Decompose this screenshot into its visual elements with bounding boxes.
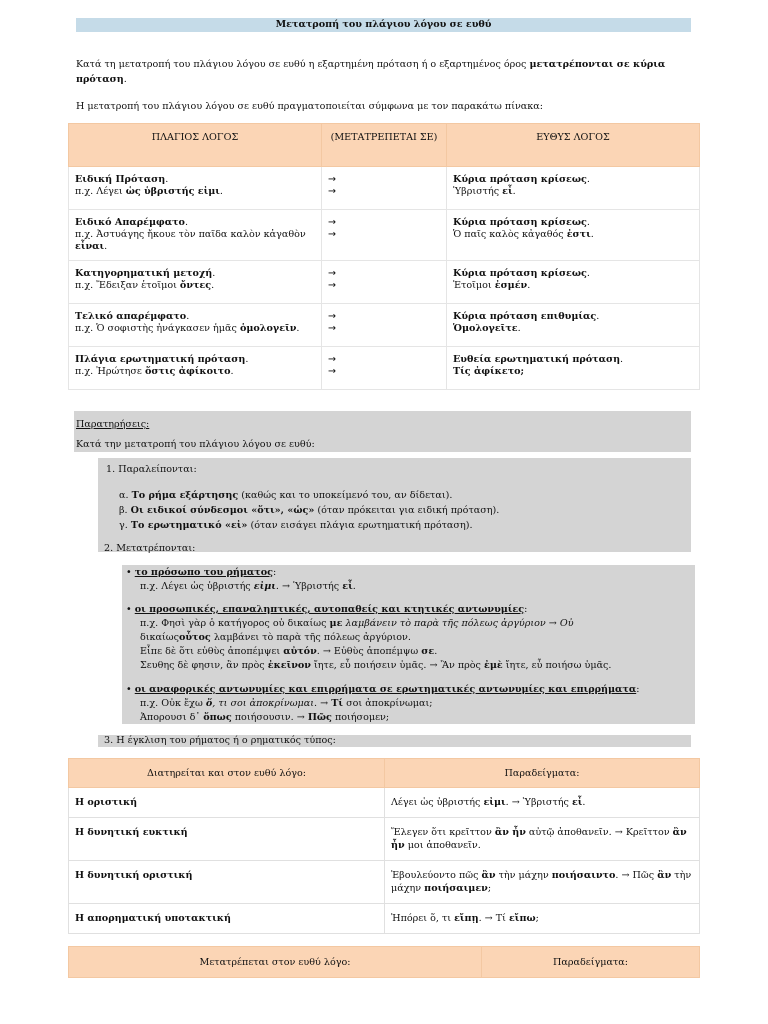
arrow-cell [322,167,447,210]
arrow-icon: → [328,229,337,240]
mood-preserved-table [68,758,700,934]
intro-paragraph-2: Η μετατροπή του πλάγιου λόγου σε ευθύ πραγματοποιείται σύμφωνα με τον παρακάτω πίνακα: [76,101,543,112]
table-row [69,818,700,861]
arrow-icon: → [328,186,337,197]
header-converted: Μετατρέπεται στον ευθύ λόγο: [69,947,482,978]
header-indirect-speech: ΠΛΑΓΙΟΣ ΛΟΓΟΣ [69,124,322,167]
mood-cell: Η απορηματική υποτακτική [69,904,385,934]
direct-cell: Ευθεία ερωτηματική πρόταση. Τίς ἀφίκετο; [447,347,700,390]
relatives-example-2: Ἀπορουσι δ᾽ ὅπως ποιήσουσιν. → Πῶς ποιήσομεν; [140,712,390,723]
arrow-icon: → [328,280,337,291]
direct-cell: Κύρια πρόταση κρίσεως. Ὑβριστής εἶ. [447,167,700,210]
omit-b: β. Οι ειδικοί σύνδεσμοι «ὅτι», «ὡς» (όταν πρόκειται για ειδική πρόταση). [119,505,500,516]
pronouns-example-2: δικαίωςοὗτος λαμβάνει τὸ παρὰ τῆς πόλεως ἀργύριον. [140,632,411,643]
example-cell: Ἐβουλεύοντο πῶς ἂν τὴν μάχην ποιήσαιντο. → Πῶς ἂν τὴν μάχην ποιήσαιμεν; [385,861,700,904]
mood-cell: Η οριστική [69,788,385,818]
mood-cell: Η δυνητική ευκτική [69,818,385,861]
conversion-table [68,123,700,390]
arrow-icon: → [328,311,337,322]
example-cell: Ἔλεγεν ὅτι κρεῖττον ἂν ἦν αὐτῷ ἀποθανεῖν. → Κρεῖττον ἂν ἦν μοι ἀποθανεῖν. [385,818,700,861]
pronouns-example-4: Σευθης δὲ φησιν, ἂν πρὸς ἐκεῖνον ἴητε, εὖ ποιήσειν ὑμᾶς. → Ἂν πρὸς ἐμὲ ἴητε, εὖ ποιήσω ὑμᾶς. [140,660,612,671]
notes-box [74,411,691,452]
omit-a: α. Το ρήμα εξάρτησης (καθώς και το υποκείμενό του, αν δίδεται). [119,490,453,501]
header-preserved: Διατηρείται και στον ευθύ λόγο: [69,759,385,788]
notes-title: Παρατηρήσεις: [76,419,150,430]
example-cell: Λέγει ὡς ὑβριστής εἰμι. → Ὑβριστής εἶ. [385,788,700,818]
indirect-cell: Κατηγορηματική μετοχή. π.χ. Ἔδειξαν ἑτοῖμοι ὄντες. [69,261,322,304]
item-converted-heading: 2. Μετατρέπονται: [104,543,196,554]
table-row [69,904,700,934]
mood-cell: Η δυνητική οριστική [69,861,385,904]
converted-section [122,565,695,724]
indirect-cell: Πλάγια ερωτηματική πρόταση. π.χ. Ἠρώτησε ὅστις ἀφίκοιτο. [69,347,322,390]
item-mood-heading: 3. Η έγκλιση του ρήματος ή ο ρηματικός τύπος: [98,735,691,747]
arrow-cell [322,347,447,390]
arrow-icon: → [328,323,337,334]
omit-c: γ. Το ερωτηματικό «εἰ» (όταν εισάγει πλάγια ερωτηματική πρόταση). [119,520,473,531]
direct-cell: Κύρια πρόταση κρίσεως. Ἑτοῖμοι ἐσμέν. [447,261,700,304]
pronouns-example-1: π.χ. Φησὶ γὰρ ὁ κατήγορος οὐ δικαίως με λαμβάνειν τὸ παρὰ τῆς πόλεως ἀργύριον → Οὐ [140,618,574,629]
arrow-icon: → [328,174,337,185]
bullet-person: • το πρόσωπο του ρήματος: [126,567,277,578]
page-title: Μετατροπή του πλάγιου λόγου σε ευθύ [76,18,691,32]
pronouns-example-3: Εἶπε δὲ ὅτι εὐθὺς ἀποπέμψει αὐτόν. → Εὐθὺς ἀποπέμψω σε. [140,646,438,657]
arrow-cell [322,261,447,304]
arrow-icon: → [328,268,337,279]
omitted-section [98,458,691,552]
header-converts-to: (ΜΕΤΑΤΡΕΠΕΤΑΙ ΣΕ) [322,124,447,167]
arrow-cell [322,304,447,347]
header-examples: Παραδείγματα: [385,759,700,788]
table-row [69,788,700,818]
bullet-person-example: π.χ. Λέγει ὡς ὑβριστής εἰμι. → Ὑβριστής εἶ. [140,581,356,592]
table-row [69,261,700,304]
bullet-relatives: • οι αναφορικές αντωνυμίες και επιρρήματα σε ερωτηματικές αντωνυμίες και επιρρήματα: [126,684,640,695]
bullet-pronouns: • οι προσωπικές, επαναληπτικές, αυτοπαθείς και κτητικές αντωνυμίες: [126,604,528,615]
table-row [69,304,700,347]
direct-cell: Κύρια πρόταση κρίσεως. Ὁ παῖς καλὸς κἀγαθός ἐστι. [447,210,700,261]
arrow-icon: → [328,366,337,377]
table-row [69,210,700,261]
example-cell: Ἠπόρει ὅ, τι εἴπῃ. → Τί εἴπω; [385,904,700,934]
header-direct-speech: ΕΥΘΥΣ ΛΟΓΟΣ [447,124,700,167]
direct-cell: Κύρια πρόταση επιθυμίας. Ὁμολογεῖτε. [447,304,700,347]
indirect-cell: Ειδικό Απαρέμφατο. π.χ. Ἀστυάγης ἤκουε τὸν παῖδα καλὸν κἀγαθὸν εἶναι. [69,210,322,261]
indirect-cell: Τελικό απαρέμφατο. π.χ. Ὁ σοφιστὴς ἠνάγκασεν ἡμᾶς ὁμολογεῖν. [69,304,322,347]
header-examples-2: Παραδείγματα: [482,947,700,978]
table-row [69,861,700,904]
mood-converted-table [68,946,700,978]
notes-subtitle: Κατά την μετατροπή του πλάγιου λόγου σε ευθύ: [76,439,315,450]
arrow-icon: → [328,354,337,365]
table-row [69,167,700,210]
relatives-example-1: π.χ. Οὐκ ἔχω ὅ, τι σοι ἀποκρίνωμαι. → Τί σοι ἀποκρίνωμαι; [140,698,433,709]
item-omitted-heading: 1. Παραλείπονται: [106,464,197,475]
arrow-icon: → [328,217,337,228]
table-row [69,347,700,390]
arrow-cell [322,210,447,261]
intro-paragraph-1: Κατά τη μετατροπή του πλάγιου λόγου σε ευθύ η εξαρτημένη πρόταση ή ο εξαρτημένος όρος μετατρέπονται σε κύρια πρόταση. [76,59,666,85]
indirect-cell: Ειδική Πρόταση. π.χ. Λέγει ὡς ὑβριστής εἰμι. [69,167,322,210]
